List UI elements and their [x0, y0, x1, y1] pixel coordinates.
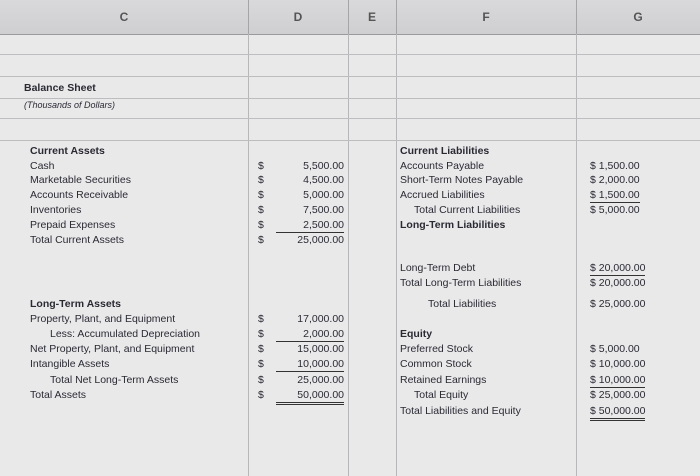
sheet-subtitle[interactable]: (Thousands of Dollars) — [24, 100, 116, 110]
column-header-f[interactable]: F — [396, 0, 577, 34]
grid-line — [0, 76, 700, 77]
asset-label[interactable]: Property, Plant, and Equipment — [30, 313, 176, 325]
grid-line — [348, 34, 349, 476]
asset-total-label[interactable]: Total Net Long-Term Assets — [50, 374, 179, 386]
asset-total-value[interactable]: 25,000.00 — [297, 234, 344, 246]
asset-value[interactable]: 5,000.00 — [303, 189, 344, 201]
liability-value[interactable]: $ 2,000.00 — [590, 174, 640, 186]
currency-sign[interactable]: $ — [258, 160, 264, 172]
asset-label[interactable]: Inventories — [30, 204, 82, 216]
column-header-bar — [0, 0, 700, 35]
liability-value[interactable]: $ 20,000.00 — [590, 262, 646, 274]
liability-label[interactable]: Accounts Payable — [400, 160, 485, 172]
liability-label[interactable]: Accrued Liabilities — [400, 189, 485, 201]
asset-value[interactable]: 4,500.00 — [303, 174, 344, 186]
total-liabilities-equity-value[interactable]: $ 50,000.00 — [590, 405, 645, 421]
grid-line — [576, 34, 577, 476]
asset-label[interactable]: Cash — [30, 160, 55, 172]
current-liabilities-heading[interactable]: Current Liabilities — [400, 145, 490, 157]
asset-label[interactable]: Marketable Securities — [30, 174, 131, 186]
equity-total-value[interactable]: $ 25,000.00 — [590, 389, 646, 401]
liability-total-value[interactable]: $ 5,000.00 — [590, 204, 640, 216]
asset-value[interactable]: 2,500.00 — [276, 219, 344, 233]
liability-total-label[interactable]: Total Long-Term Liabilities — [400, 277, 522, 289]
asset-value[interactable]: 5,500.00 — [303, 160, 344, 172]
sheet-title[interactable]: Balance Sheet — [24, 82, 96, 94]
grid-line — [396, 34, 397, 476]
equity-label[interactable]: Preferred Stock — [400, 343, 473, 355]
asset-value[interactable]: 10,000.00 — [276, 358, 344, 372]
asset-label[interactable]: Net Property, Plant, and Equipment — [30, 343, 195, 355]
asset-total-value[interactable]: 25,000.00 — [297, 374, 344, 386]
column-header-d[interactable]: D — [248, 0, 349, 34]
total-liabilities-label[interactable]: Total Liabilities — [428, 298, 497, 310]
column-header-e[interactable]: E — [348, 0, 397, 34]
currency-sign[interactable]: $ — [258, 389, 264, 401]
total-liabilities-equity-label[interactable]: Total Liabilities and Equity — [400, 405, 521, 417]
column-header-c[interactable]: C — [0, 0, 249, 34]
currency-sign[interactable]: $ — [258, 374, 264, 386]
currency-sign[interactable]: $ — [258, 189, 264, 201]
grid-line — [0, 118, 700, 119]
currency-sign[interactable]: $ — [258, 313, 264, 325]
currency-sign[interactable]: $ — [258, 328, 264, 340]
equity-value[interactable]: $ 10,000.00 — [590, 358, 646, 370]
total-assets-label[interactable]: Total Assets — [30, 389, 87, 401]
liability-value[interactable]: $ 1,500.00 — [590, 160, 640, 172]
total-liabilities-value[interactable]: $ 25,000.00 — [590, 298, 646, 310]
asset-label[interactable]: Less: Accumulated Depreciation — [50, 328, 200, 340]
longterm-assets-heading[interactable]: Long-Term Assets — [30, 298, 122, 310]
currency-sign[interactable]: $ — [258, 204, 264, 216]
liability-label[interactable]: Long-Term Debt — [400, 262, 476, 274]
grid-line — [248, 34, 249, 476]
longterm-liabilities-heading[interactable]: Long-Term Liabilities — [400, 219, 506, 231]
equity-label[interactable]: Common Stock — [400, 358, 472, 370]
asset-value[interactable]: 7,500.00 — [303, 204, 344, 216]
asset-label[interactable]: Accounts Receivable — [30, 189, 129, 201]
asset-value[interactable]: 17,000.00 — [297, 313, 344, 325]
asset-label[interactable]: Intangible Assets — [30, 358, 110, 370]
equity-total-label[interactable]: Total Equity — [414, 389, 469, 401]
column-header-g[interactable]: G — [633, 10, 643, 24]
currency-sign[interactable]: $ — [258, 234, 264, 246]
asset-label[interactable]: Prepaid Expenses — [30, 219, 116, 231]
asset-value[interactable]: 15,000.00 — [297, 343, 344, 355]
grid-line — [0, 54, 700, 55]
liability-label[interactable]: Short-Term Notes Payable — [400, 174, 524, 186]
currency-sign[interactable]: $ — [258, 219, 264, 231]
grid-line — [0, 140, 700, 141]
asset-value[interactable]: 2,000.00 — [276, 328, 344, 342]
total-assets-value[interactable]: 50,000.00 — [276, 389, 344, 405]
equity-value[interactable]: $ 10,000.00 — [590, 374, 646, 386]
equity-heading[interactable]: Equity — [400, 328, 433, 340]
current-assets-heading[interactable]: Current Assets — [30, 145, 105, 157]
equity-value[interactable]: $ 5,000.00 — [590, 343, 640, 355]
asset-total-label[interactable]: Total Current Assets — [30, 234, 124, 246]
liability-total-label[interactable]: Total Current Liabilities — [414, 204, 521, 216]
currency-sign[interactable]: $ — [258, 343, 264, 355]
equity-label[interactable]: Retained Earnings — [400, 374, 487, 386]
liability-total-value[interactable]: $ 20,000.00 — [590, 277, 646, 289]
currency-sign[interactable]: $ — [258, 358, 264, 370]
liability-value[interactable]: $ 1,500.00 — [590, 189, 640, 201]
currency-sign[interactable]: $ — [258, 174, 264, 186]
